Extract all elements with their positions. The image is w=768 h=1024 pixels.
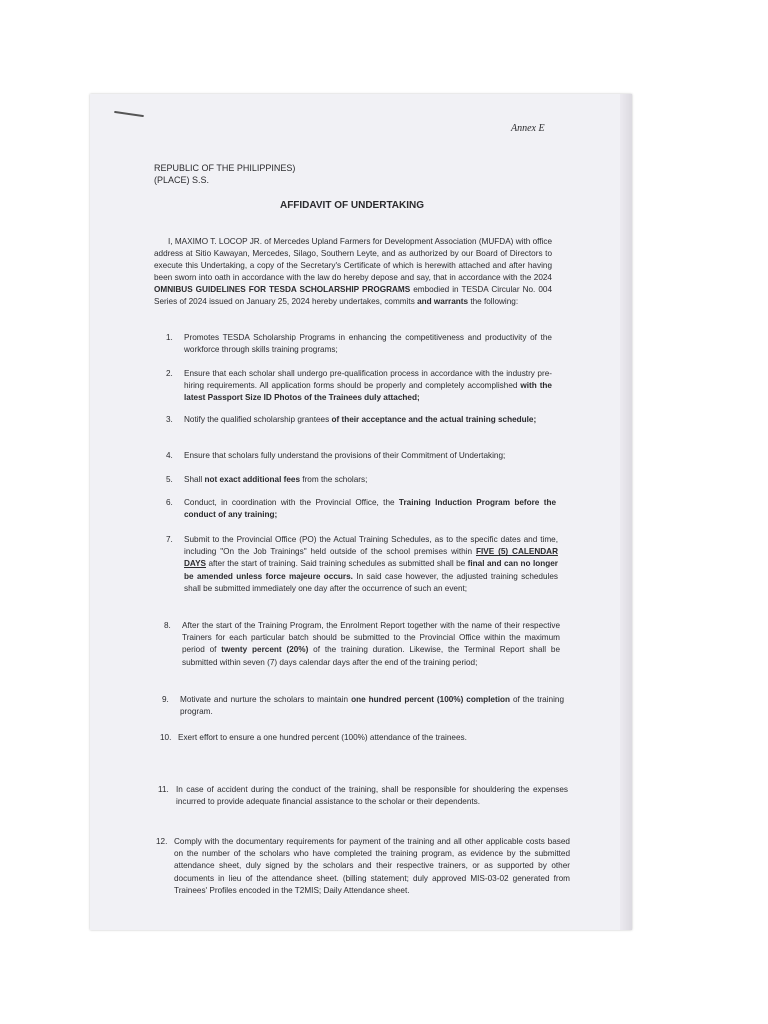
item-number: 7. (166, 535, 173, 544)
item-text (184, 414, 552, 426)
item-text-bold: with the latest Passport Size ID Photos of the Trainees duly attached; (184, 381, 552, 403)
item-text (184, 368, 552, 405)
item-text (174, 836, 570, 897)
item-text (178, 732, 566, 744)
intro-text-1: I, MAXIMO T. LOCOP JR. of Mercedes Upland Farmers for Development Association (MUFDA) with office address at Sitio Kawayan, Mercedes, Silago, Southern Leyte, and as authorized by our Board of Directors to execute this Undertaking, a copy of the Secretary's Certificate of which is herewith attached and after having been sworn into oath in accordance with the law do hereby depose and say, that in accordance with the 2024 (154, 237, 552, 282)
item-number: 8. (164, 621, 171, 630)
undertaking-item (166, 414, 552, 426)
undertaking-item (166, 450, 552, 462)
item-text-run: In case of accident during the conduct of the training, shall be responsible for shouldering the expenses incurred to provide adequate financial assistance to the scholar or their dependents. (176, 785, 568, 807)
item-text-run: Submit to the Provincial Office (PO) the Actual Training Schedules, as to the specific dates and time, including "On the Job Trainings" held outside of the school premises within (184, 535, 558, 557)
intro-text-3: the following: (468, 297, 519, 306)
intro-guidelines-bold: OMNIBUS GUIDELINES FOR TESDA SCHOLARSHIP PROGRAMS (154, 285, 411, 294)
item-number: 6. (166, 498, 173, 507)
undertaking-item (166, 368, 552, 405)
item-text-underlined: FIVE (5) CALENDAR DAYS (184, 547, 558, 569)
item-text-run: Comply with the documentary requirements for payment of the training and all other applicable costs based on the number of the scholars who have completed the training program, as evidence by the submitted attendance sheet, duly signed by the scholars and their respective trainers, or as supported by other documents in lieu of the attendance sheet. (billing statement; duly approved MIS-03-02 generated from Trainees' Profiles encoded in the T2MIS; Daily Attendance sheet. (174, 837, 570, 895)
undertaking-item (162, 694, 564, 718)
item-number: 12. (156, 837, 168, 846)
item-text-run: Shall (184, 475, 205, 484)
venue-line-republic: REPUBLIC OF THE PHILIPPINES) (154, 163, 296, 173)
item-number: 4. (166, 451, 173, 460)
document-page (90, 94, 632, 930)
item-number: 5. (166, 475, 173, 484)
staple-mark (114, 111, 144, 117)
item-text-run: from the scholars; (300, 475, 368, 484)
item-text-bold: of their acceptance and the actual training schedule; (331, 415, 537, 424)
item-text-run: Motivate and nurture the scholars to maintain (180, 695, 352, 704)
item-text-bold: Training Induction Program before the conduct of any training; (184, 498, 556, 520)
undertaking-item (166, 534, 558, 595)
annex-label: Annex E (511, 123, 545, 134)
undertaking-item (166, 474, 552, 486)
document-title: AFFIDAVIT OF UNDERTAKING (279, 200, 425, 211)
undertaking-item (156, 836, 570, 897)
item-text (184, 474, 552, 486)
item-number: 10. (160, 733, 172, 742)
item-text-run: of the training duration. Likewise, the Terminal Report shall be submitted within seven (7) days calendar days after the end of the training period; (182, 645, 560, 667)
item-text (184, 332, 552, 356)
undertaking-item (166, 497, 556, 521)
intro-text-2: embodied in TESDA Circular No. 004 Series of 2024 issued on January 25, 2024 hereby undertakes, commits (154, 285, 552, 306)
item-text (180, 694, 564, 718)
item-text-bold: twenty percent (20%) (221, 645, 309, 655)
item-text-run: Ensure that each scholar shall undergo pre-qualification process in accordance with the industry pre-hiring requirements. All application forms should be properly and completely accomplished (184, 369, 552, 391)
venue-line-place: (PLACE) S.S. (154, 175, 210, 185)
item-text-bold: one hundred percent (100%) completion (351, 695, 510, 704)
page-edge-shadow (620, 94, 632, 930)
intro-warrants-bold: and warrants (417, 297, 469, 306)
undertaking-item (160, 732, 566, 744)
venue-header (154, 162, 295, 186)
item-text-run: Promotes TESDA Scholarship Programs in enhancing the competitiveness and productivity of the workforce through skills training programs; (184, 333, 552, 355)
item-text-run: after the start of training. Said training schedules as submitted shall be (206, 559, 468, 569)
item-text-run: After the start of the Training Program, the Enrolment Report together with the name of their respective Trainers for each particular batch should be submitted to the Provincial Office within the maximum period of (182, 621, 560, 655)
item-text-run: In said case however, the adjusted training schedules shall be submitted immediately one day after the occurrence of such an event; (184, 571, 559, 593)
intro-paragraph (154, 236, 552, 308)
undertaking-item (158, 784, 568, 808)
item-number: 2. (166, 369, 173, 378)
item-text (184, 534, 558, 595)
item-text (184, 497, 556, 521)
item-text (176, 784, 568, 808)
item-text-run: of the training program. (180, 695, 565, 717)
item-text-bold: not exact additional fees (204, 475, 301, 484)
item-number: 9. (162, 695, 169, 704)
item-text-run: Notify the qualified scholarship grantees (184, 415, 332, 424)
item-text-run: Ensure that scholars fully understand the provisions of their Commitment of Undertaking; (184, 451, 506, 460)
item-number: 11. (158, 785, 169, 794)
item-number: 1. (166, 333, 173, 342)
item-text (182, 620, 560, 669)
undertaking-item (166, 332, 552, 356)
item-number: 3. (166, 415, 173, 424)
undertaking-item (164, 620, 560, 669)
item-text-run: Exert effort to ensure a one hundred percent (100%) attendance of the trainees. (178, 733, 467, 742)
item-text (184, 450, 552, 462)
item-text-run: Conduct, in coordination with the Provincial Office, the (184, 498, 399, 507)
item-text-bold: final and can no longer be amended unless force majeure occurs. (184, 559, 558, 581)
